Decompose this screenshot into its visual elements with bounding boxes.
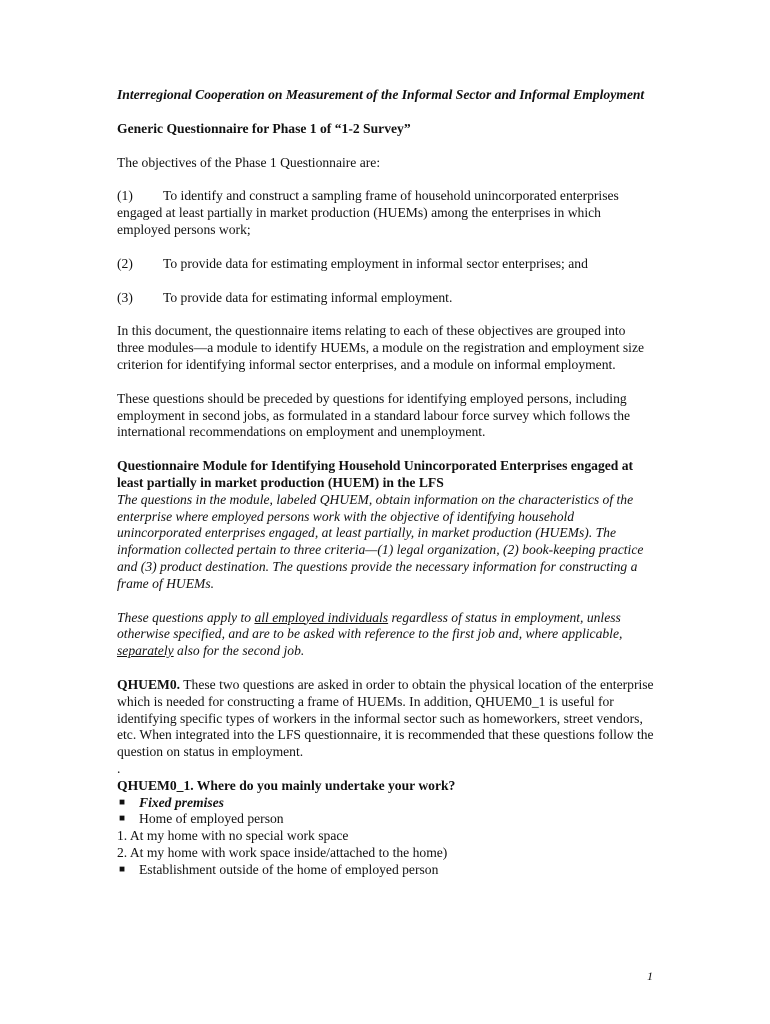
question-qhuem0-1: QHUEM0_1. Where do you mainly undertake your work? xyxy=(117,777,456,793)
bullet-icon: ■ xyxy=(119,863,126,875)
module-description: The questions in the module, labeled QHUEM, obtain information on the characteristics of the enterprise where employed persons work with the objective of identifying household unincorporated enterprises engaged, at least partially, in market production (HUEMs). The information collected pertain to three criteria—(1) legal organization, (2) book-keeping practice and (3) product destination. The questions provide the necessary information for constructing a frame of HUEMs. xyxy=(117,491,644,591)
option-1: 1. At my home with no special work space xyxy=(117,828,349,844)
document-page xyxy=(117,87,655,878)
bullet-icon: ■ xyxy=(119,813,126,825)
option-establishment xyxy=(117,862,655,879)
document-title: Interregional Cooperation on Measurement of the Informal Sector and Informal Employment xyxy=(117,87,645,102)
document-subtitle: Generic Questionnaire for Phase 1 of “1-2 Survey” xyxy=(117,120,411,136)
apply-text: These questions apply to xyxy=(117,609,255,625)
page-number: 1 xyxy=(647,969,653,983)
module-heading: Questionnaire Module for Identifying Household Unincorporated Enterprises engaged at least partially in market production (HUEM) in the LFS xyxy=(117,458,634,490)
option-label: Home of employed person xyxy=(139,811,284,827)
objective-text: To identify and construct a sampling frame of household unincorporated enterprises engaged at least partially in market production (HUEMs) among the enterprises in which employed persons work; xyxy=(117,188,619,237)
objective-1 xyxy=(117,188,655,238)
option-2: 2. At my home with work space inside/attached to the home) xyxy=(117,844,448,860)
qhuem0-paragraph xyxy=(117,677,655,761)
option-fixed-premises xyxy=(117,795,655,812)
objectives-intro: The objectives of the Phase 1 Questionnaire are: xyxy=(117,154,381,170)
preceded-paragraph: These questions should be preceded by questions for identifying employed persons, including employment in second jobs, as formulated in a standard labour force survey which follows the international recommendations on employment and unemployment. xyxy=(117,390,631,440)
objective-text: To provide data for estimating informal employment. xyxy=(163,289,453,305)
objective-number: (2) xyxy=(117,255,133,271)
option-label: Establishment outside of the home of employed person xyxy=(139,861,439,877)
apply-underline-employed: all employed individuals xyxy=(254,609,389,625)
option-label: Fixed premises xyxy=(139,794,224,810)
qhuem0-label: QHUEM0. xyxy=(117,676,181,692)
apply-paragraph xyxy=(117,610,655,660)
apply-underline-separately: separately xyxy=(117,643,174,659)
objective-number: (3) xyxy=(117,289,133,305)
bullet-icon: ■ xyxy=(119,796,126,808)
separator-dot: . xyxy=(117,760,121,776)
objective-3 xyxy=(117,290,655,307)
apply-text: also for the second job. xyxy=(173,643,305,659)
qhuem0-text: These two questions are asked in order to obtain the physical location of the enterprise which is needed for constructing a frame of HUEMs. In addition, QHUEM0_1 is useful for identifying specific types of workers in the informal sector such as homeworkers, street vendors, etc. When integrated into the LFS questionnaire, it is recommended that these questions follow the question on status in employment. xyxy=(117,676,654,760)
objective-number: (1) xyxy=(117,188,133,204)
objective-2 xyxy=(117,256,655,273)
objective-text: To provide data for estimating employment in informal sector enterprises; and xyxy=(163,255,588,271)
apply-text: regardless of status in employment, unless otherwise specified, and are to be asked with reference to the first job and, where applicable, xyxy=(117,609,623,642)
option-home-employed xyxy=(117,811,655,828)
modules-paragraph: In this document, the questionnaire items relating to each of these objectives are grouped into three modules—a module to identify HUEMs, a module on the registration and employment size criterion for identifying informal sector enterprises, and a module on informal employment. xyxy=(117,323,645,372)
